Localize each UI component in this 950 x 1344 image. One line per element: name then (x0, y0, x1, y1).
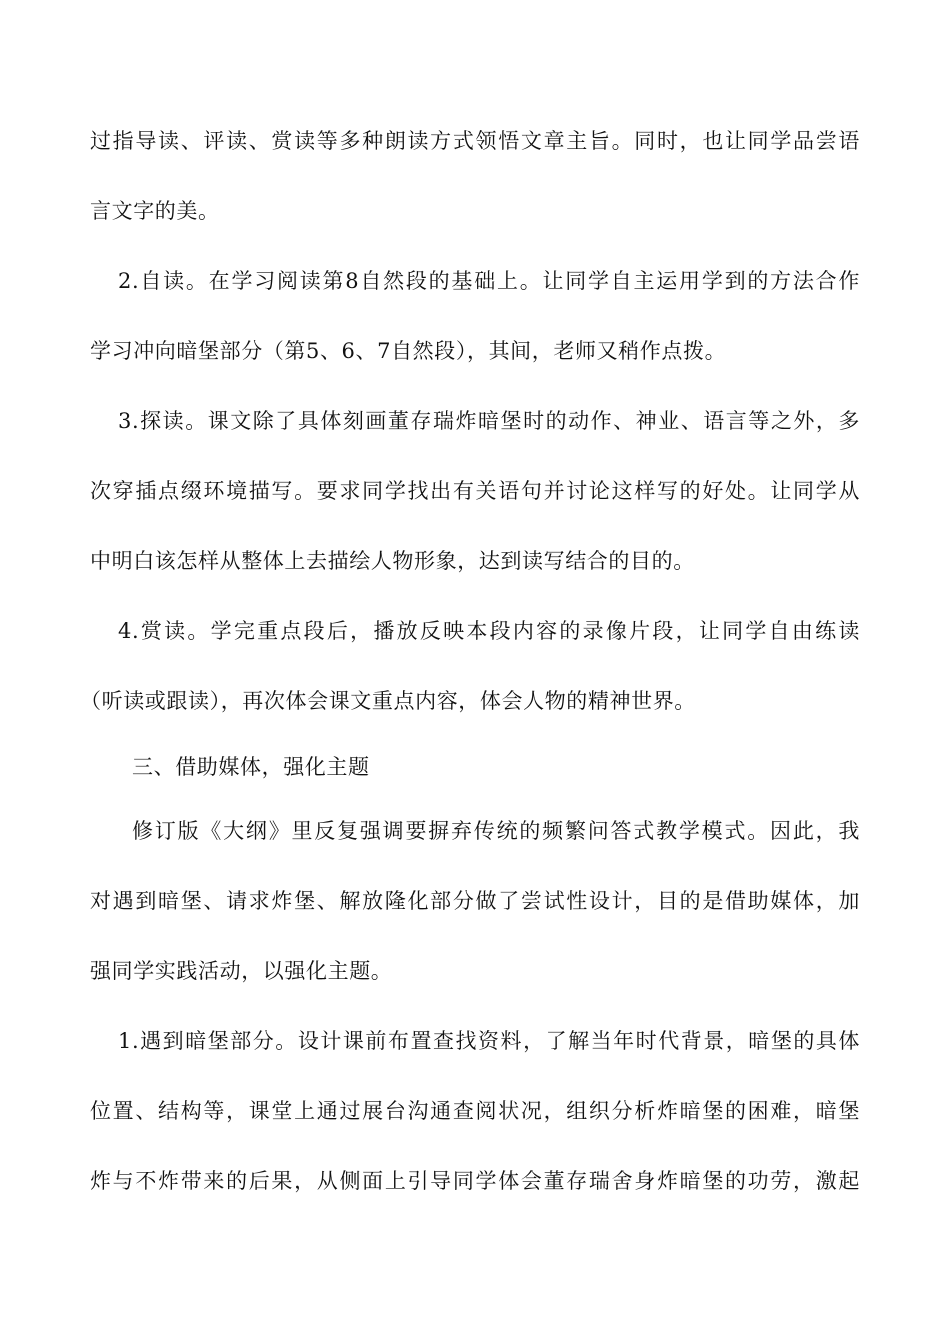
text-line-6: 次穿插点缀环境描写。要求同学找出有关语句并讨论这样写的好处。让同学从 (90, 479, 860, 503)
text-line-15: 位置、结构等，课堂上通过展台沟通查阅状况，组织分析炸暗堡的困难，暗堡 (90, 1099, 860, 1123)
text-line-2: 言文字的美。 (90, 199, 220, 223)
text-line-13: 强同学实践活动，以强化主题。 (90, 959, 393, 983)
text-line-12: 对遇到暗堡、请求炸堡、解放隆化部分做了尝试性设计，目的是借助媒体，加 (90, 889, 860, 913)
text-line-11: 修订版《大纲》里反复强调要摒弃传统的频繁问答式教学模式。因此，我 (132, 819, 860, 843)
text-line-8: 4.赏读。学完重点段后，播放反映本段内容的录像片段，让同学自由练读 (118, 619, 860, 643)
text-line-3: 2.自读。在学习阅读第8自然段的基础上。让同学自主运用学到的方法合作 (118, 269, 860, 293)
text-line-16: 炸与不炸带来的后果，从侧面上引导同学体会董存瑞舍身炸暗堡的功劳，激起 (90, 1169, 860, 1193)
text-line-5: 3.探读。课文除了具体刻画董存瑞炸暗堡时的动作、神业、语言等之外，多 (118, 409, 860, 433)
text-line-1: 过指导读、评读、赏读等多种朗读方式领悟文章主旨。同时，也让同学品尝语 (90, 129, 860, 153)
text-line-14: 1.遇到暗堡部分。设计课前布置查找资料，了解当年时代背景，暗堡的具体 (118, 1029, 860, 1053)
section-heading: 三、借助媒体，强化主题 (132, 755, 370, 779)
text-line-7: 中明白该怎样从整体上去描绘人物形象，达到读写结合的目的。 (90, 549, 695, 573)
text-line-9: （听读或跟读），再次体会课文重点内容，体会人物的精神世界。 (80, 689, 696, 713)
text-line-4: 学习冲向暗堡部分（第5、6、7自然段），其间，老师又稍作点拨。 (90, 339, 727, 363)
